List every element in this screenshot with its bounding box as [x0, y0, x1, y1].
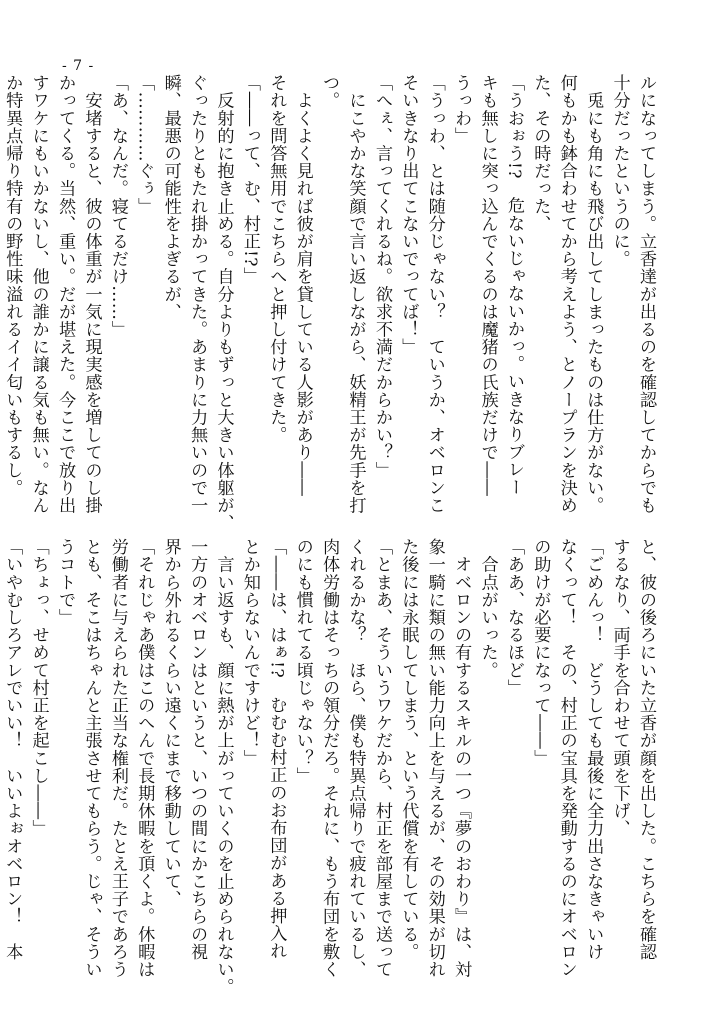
text-line: た後には永眠してしまう、という代償を有している。 — [398, 538, 419, 961]
text-line: よくよく見れば彼が肩を貸している人影があり―― — [292, 74, 313, 497]
text-line: 労働者に与えられた正当な権利だ。たとえ王子であろう — [107, 538, 128, 978]
text-line: た、その時だった、 — [530, 74, 551, 233]
text-line: 瞬、最悪の可能性をよぎるが、 — [160, 74, 181, 321]
text-line: オベロンの有するスキルの一つ『夢のおわり』は、対 — [451, 538, 472, 978]
bottom-text-block — [2, 538, 659, 996]
text-line: ぐったりともたれ掛かってきた。あまりに力無いので一 — [187, 74, 208, 514]
text-line: 一方のオベロンはというと、いつの間にかこちらの視 — [187, 538, 208, 961]
text-line: 「ちょっ、せめて村正を起こし――」 — [28, 538, 49, 838]
text-line: すワケにもいかないし、他の誰かに譲る気も無い。なん — [28, 74, 49, 514]
text-line: 「それじゃあ僕はこのへんで長期休暇を頂くよ。休暇は — [134, 538, 155, 978]
text-line: 「うおぉう!? 危ないじゃないかっ。いきなりブレー — [503, 74, 524, 496]
text-line: 言い返すも、顔に熱が上がっていくのを止められない。 — [213, 538, 234, 996]
text-line: かってくる。当然、重い。だが堪えた。今ここで放り出 — [55, 74, 76, 514]
text-line: 何もかも鉢合わせてから考えよう、とノープランを決め — [556, 74, 577, 514]
text-line: うっわ」 — [451, 74, 472, 145]
text-line: のにも慣れてる頃じゃない？」 — [292, 538, 313, 785]
text-line: 「…………ぐぅ」 — [134, 74, 155, 215]
text-line: 十分だったというのに。 — [609, 74, 630, 268]
text-line: そいきなり出てこないでってば！」 — [398, 74, 419, 356]
text-line: うコトで」 — [55, 538, 76, 626]
text-line: するなり、両手を合わせて頭を下げ、 — [609, 538, 630, 838]
text-line: 兎にも角にも飛び出してしまったものは仕方がない。 — [583, 74, 604, 514]
top-text-block — [2, 74, 659, 532]
text-line: とも、そこはちゃんと主張させてもらう。じゃ、そうい — [81, 538, 102, 978]
text-line: か特異点帰り特有の野性味溢れるイイ匂いもするし。 — [2, 74, 23, 497]
text-line: と、彼の後ろにいた立香が顔を出した。こちらを確認 — [636, 538, 656, 961]
text-line: 界から外れるくらい遠くにまで移動していて、 — [160, 538, 181, 908]
text-line: なくって！ その、村正の宝具を発動するのにオベロン — [556, 538, 577, 978]
text-line: くれるかな？ ほら、僕も特異点帰りで疲れているし、 — [345, 538, 366, 978]
text-line: 「うっわ、とは随分じゃない？ ていうか、オベロンこ — [424, 74, 445, 514]
text-line: 「ごめんっ！ どうしても最後に全力出さなきゃいけ — [583, 538, 604, 961]
text-line: 「――は、はぁ!? むむむ村正のお布団がある押入れ — [266, 538, 287, 960]
text-line: 「いやむしろアレでいい！ いいよぉオベロン！ 本 — [2, 538, 23, 961]
text-line: キも無しに突っ込んでくるのは魔猪の氏族だけで―― — [477, 74, 498, 497]
text-line: 「――って、む、村正!?」 — [239, 74, 260, 285]
text-line: とか知らないんですけど！」 — [239, 538, 260, 767]
text-line: の助けが必要になって――」 — [530, 538, 551, 767]
text-line: 肉体労働はそっちの領分だろ。それに、もう布団を敷く — [319, 538, 340, 978]
text-line: ルになってしまう。立香達が出るのを確認してからでも — [636, 74, 656, 514]
page-number: - 7 - — [62, 58, 95, 74]
text-line: にこやかな笑顔で言い返しながら、妖精王が先手を打 — [345, 74, 366, 514]
text-line: 安堵すると、彼の体重が一気に現実感を増してのし掛 — [81, 74, 102, 514]
text-line: 反射的に抱き止める。自分よりもずっと大きい体躯が、 — [213, 74, 234, 532]
text-line: つ。 — [319, 74, 340, 110]
text-line: 「ああ、なるほど」 — [503, 538, 524, 697]
text-line: 「へぇ、言ってくれるね。欲求不満だからかい？」 — [371, 74, 392, 479]
text-line: それを問答無用でこちらへと押し付けてきた。 — [266, 74, 287, 444]
text-line: 「とまあ、そういうワケだから、村正を部屋まで送って — [371, 538, 392, 978]
text-line: 象一騎に類の無い能力向上を与えるが、その効果が切れ — [424, 538, 445, 978]
text-line: 合点がいった。 — [477, 538, 498, 679]
text-line: 「あ、なんだ。寝てるだけ……」 — [107, 74, 128, 338]
